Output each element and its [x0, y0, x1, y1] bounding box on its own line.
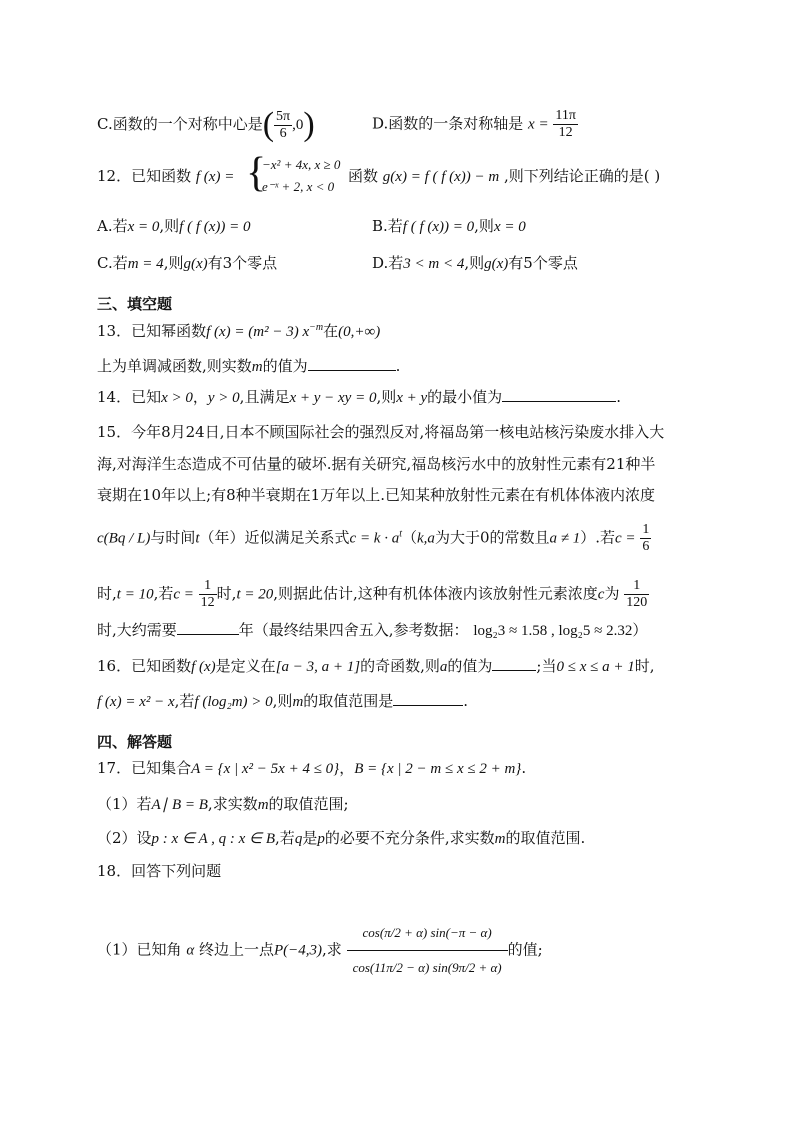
q13-line-1: 13．已知幂函数f (x) = (m² − 3) $x^{-m}$在(0,+∞)	[97, 322, 381, 340]
q18-title: 18．回答下列问题	[97, 862, 222, 880]
q12-case-2: e⁻ˣ + 2, x < 0	[262, 179, 335, 194]
q15-fraction-1-12: $\frac{1}{12}$	[200, 578, 215, 610]
q16-line-1: 16．已知函数f (x)是定义在[a − 3, a + 1]的奇函数,则a的值为 ;当0 ≤ x ≤ a + 1时,	[97, 657, 655, 675]
q12-stem-rest: 函数 g(x) = f ( f (x)) − m ,则下列结论正确的是( )	[348, 167, 661, 185]
q17-part-1: （1）若A∣ B = B,求实数m的取值范围;	[97, 795, 349, 813]
q12-piecewise-brace: {	[246, 150, 267, 196]
q12-option-d: D.若3 < m < 4,则g(x)有5个零点	[372, 254, 578, 272]
q16-line-2: f (x) = x² − x,若f (log₂m) > 0,则m的取值范围是 .	[97, 692, 469, 710]
q15-fraction-1-6: $\frac{1}{6}$	[642, 522, 650, 554]
section-solution-heading: 四、解答题	[97, 733, 173, 751]
q11-d-fraction: $\frac{11\pi}{12}$	[555, 108, 576, 140]
q11-option-c: C.函数的一个对称中心是( $\frac{5\pi}{6}$ ,0)	[97, 106, 315, 143]
q12-option-c: C.若m = 4,则g(x)有3个零点	[97, 254, 278, 272]
q13-answer-blank[interactable]	[308, 356, 396, 371]
q16-answer-blank-2[interactable]	[393, 691, 463, 706]
q17-stem: 17．已知集合A = {x | x² − 5x + 4 ≤ 0}，B = {x | 2 − m ≤ x ≤ 2 + m}.	[97, 759, 527, 777]
q15-line-2: 海,对海洋生态造成不可估量的破坏.据有关研究,福岛核污水中的放射性元素有21种半	[97, 455, 656, 473]
q14-line: 14．已知x > 0，y > 0,且满足x + y − xy = 0,则x + y的最小值为 .	[97, 388, 621, 406]
q12-case-1: −x² + 4x, x ≥ 0	[262, 157, 341, 172]
q15-line-5: 时,t = 10,若c = $\frac{1}{12}$ 时,t = 20,则据此估计,这种有机体体液内该放射性元素浓度c为 $\frac{1}{120}$	[97, 578, 648, 610]
q16-answer-blank-1[interactable]	[492, 656, 536, 671]
section-fill-in-heading: 三、填空题	[97, 295, 173, 313]
q17-part-2: （2）设p : x ∈ A , q : x ∈ B,若q是p的必要不充分条件,求实数m的取值范围.	[97, 829, 586, 847]
q11-c-fraction: $\frac{5\pi}{6}$	[276, 108, 291, 141]
q13-line-2: 上为单调减函数,则实数m的值为 .	[97, 357, 401, 375]
q14-answer-blank[interactable]	[502, 387, 616, 402]
q18-trig-fraction: $\frac{\cos(\pi/2 + \alpha) \sin(-\pi - \alpha)}{\cos(11\pi/2 - \alpha) \sin(9\pi/2 + \alpha)}$	[347, 922, 508, 979]
q11-option-d: D.函数的一条对称轴是 x = $\frac{11\pi}{12}$	[372, 108, 576, 140]
q15-answer-blank[interactable]	[177, 620, 239, 635]
q12-stem: 12．已知函数 f (x) =	[97, 167, 235, 185]
q15-line-6: 时,大约需要 年（最终结果四舍五入,参考数据： log₂3 ≈ 1.58 , log₂5 ≈ 2.32）	[97, 621, 648, 639]
q12-option-b: B.若f ( f (x)) = 0,则x = 0	[372, 217, 526, 235]
q15-fraction-1-120: $\frac{1}{120}$	[626, 578, 648, 610]
q15-line-3: 衰期在10年以上;有8种半衰期在1万年以上.已知某种放射性元素在有机体体液内浓度	[97, 486, 655, 504]
q12-option-a: A.若x = 0,则f ( f (x)) = 0	[97, 217, 251, 235]
q18-part-1: （1）已知角 α 终边上一点P(−4,3),求 $\frac{\cos(\pi/2 + \alpha) \sin(-\pi - \alpha)}{\cos(11\pi/2 - \alpha) \sin(9\pi/2 + \alpha)}$ 的值;	[97, 922, 543, 979]
q15-line-4: c(Bq / L)与时间t（年）近似满足关系式$c = k \cdot a^t(k,a$为大于0的常数且a ≠ 1）.若c = $\frac{1}{6}$	[97, 522, 650, 554]
q15-line-1: 15．今年8月24日,日本不顾国际社会的强烈反对,将福岛第一核电站核污染废水排入大	[97, 423, 665, 441]
